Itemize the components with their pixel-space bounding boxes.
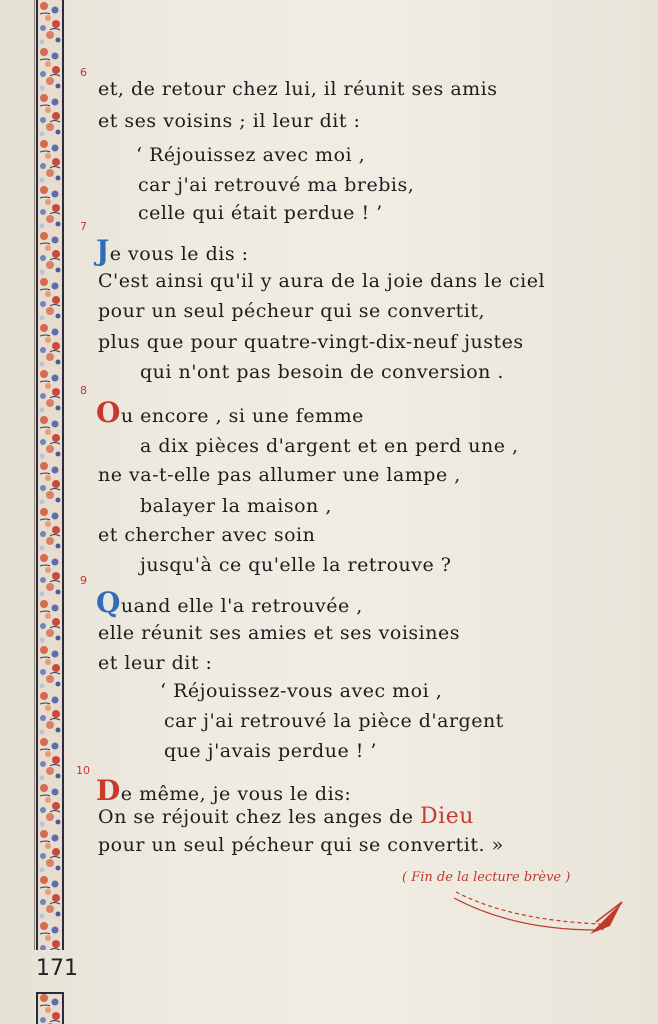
text-line: e vous le dis : xyxy=(109,243,249,265)
border-frame-bottom xyxy=(36,992,64,1024)
text-line: ‘ Réjouissez avec moi , xyxy=(136,144,366,166)
page-number: 171 xyxy=(36,956,78,981)
text-line: uand elle l'a retrouvée , xyxy=(120,595,363,617)
verse-number-7: 7 xyxy=(80,220,87,233)
text-line: et leur dit : xyxy=(98,652,213,674)
text-line: ne va-t-elle pas allumer une lampe , xyxy=(98,464,461,486)
border-frame xyxy=(36,0,64,950)
verse-number-8: 8 xyxy=(80,384,87,397)
text-line: On se réjouit chez les anges de xyxy=(98,806,414,828)
drop-cap: O xyxy=(96,396,121,429)
text-line: et, de retour chez lui, il réunit ses amis xyxy=(98,78,498,100)
verse-number-9: 9 xyxy=(80,574,87,587)
text-line: et ses voisins ; il leur dit : xyxy=(98,110,361,132)
drop-cap: D xyxy=(96,774,121,807)
text-line-with-dropcap xyxy=(96,396,364,429)
text-line: que j'avais perdue ! ’ xyxy=(164,740,377,762)
border-hairline xyxy=(34,0,35,950)
text-line-with-dropcap xyxy=(96,234,249,267)
text-line-with-dropcap xyxy=(96,774,351,807)
text-line: car j'ai retrouvé ma brebis, xyxy=(138,174,415,196)
verse-number-6: 6 xyxy=(80,66,87,79)
illuminated-border xyxy=(36,0,64,950)
text-line: car j'ai retrouvé la pièce d'argent xyxy=(164,710,504,732)
text-line: pour un seul pécheur qui se convertit. » xyxy=(98,834,504,856)
text-line: a dix pièces d'argent et en perd une , xyxy=(140,435,519,457)
reading-note: ( Fin de la lecture brève ) xyxy=(402,870,571,885)
text-line: jusqu'à ce qu'elle la retrouve ? xyxy=(140,554,452,576)
text-line: C'est ainsi qu'il y aura de la joie dans le ciel xyxy=(98,270,546,292)
drop-cap: Q xyxy=(96,586,121,619)
text-line: pour un seul pécheur qui se convertit, xyxy=(98,300,486,322)
text-line xyxy=(98,804,474,829)
illuminated-border-bottom xyxy=(36,992,64,1024)
text-line: celle qui était perdue ! ’ xyxy=(138,202,383,224)
text-line: e même, je vous le dis: xyxy=(120,783,352,805)
text-line: balayer la maison , xyxy=(140,495,332,517)
text-line: ‘ Réjouissez-vous avec moi , xyxy=(160,680,443,702)
text-line-with-dropcap xyxy=(96,586,363,619)
text-line: et chercher avec soin xyxy=(98,524,316,546)
text-line: plus que pour quatre-vingt-dix-neuf justes xyxy=(98,331,524,353)
text-line: u encore , si une femme xyxy=(120,405,364,427)
drop-cap: J xyxy=(96,234,110,267)
text-line: qui n'ont pas besoin de conversion . xyxy=(140,361,504,383)
red-arrow-icon xyxy=(450,880,630,942)
highlighted-word: Dieu xyxy=(420,804,474,829)
verse-number-10: 10 xyxy=(76,764,90,777)
text-line: elle réunit ses amies et ses voisines xyxy=(98,622,460,644)
